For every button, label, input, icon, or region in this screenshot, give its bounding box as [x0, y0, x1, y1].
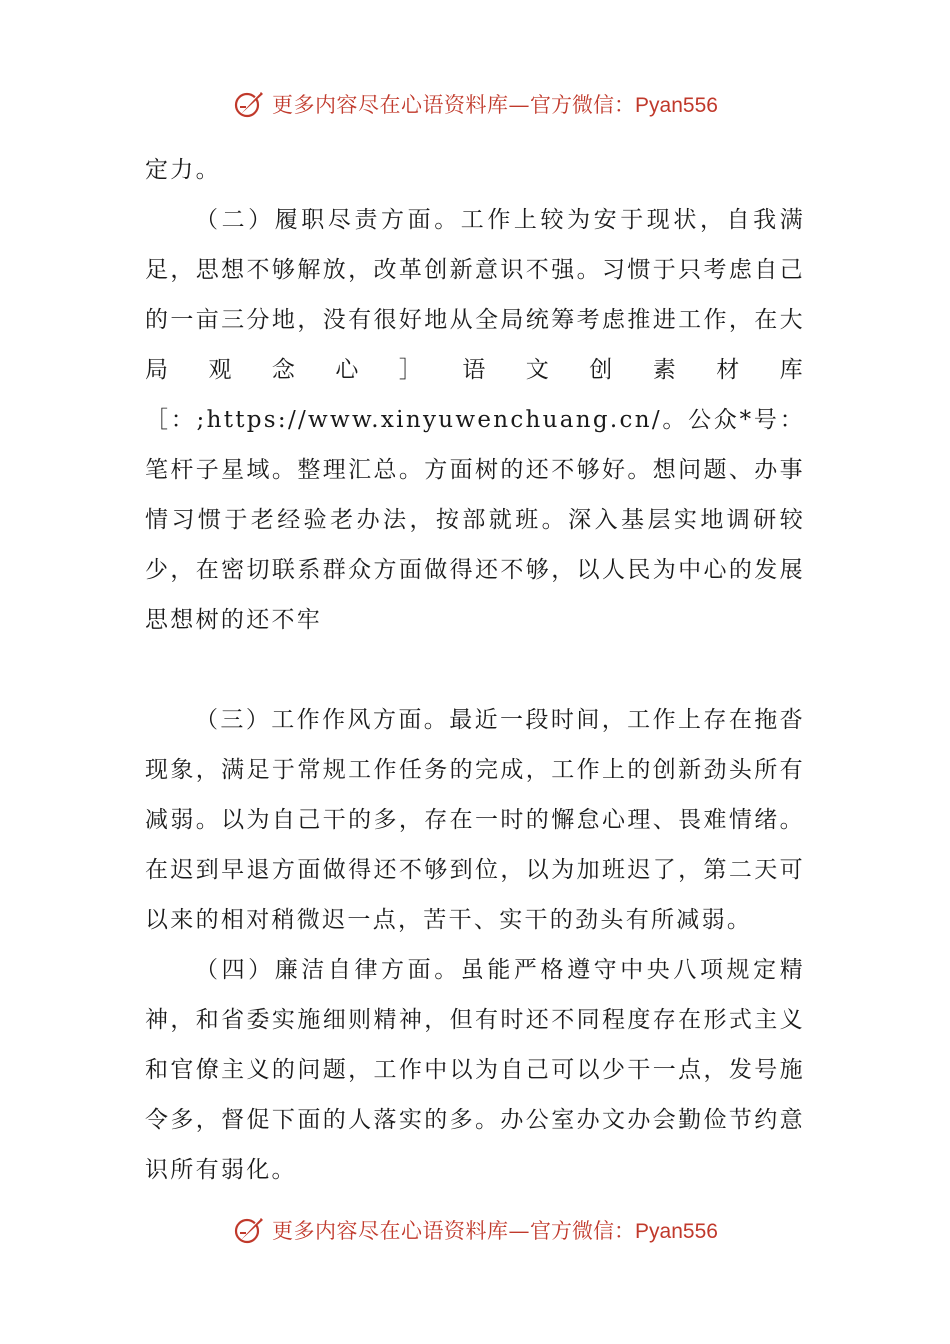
paragraph-gap [145, 645, 805, 695]
quill-logo-icon [232, 87, 266, 121]
quill-logo-icon [232, 1213, 266, 1247]
banner-wechat-id: Pyan556 [635, 1220, 718, 1243]
banner-label: 官方微信： [530, 1219, 636, 1243]
paragraph-integrity: （四）廉洁自律方面。虽能严格遵守中央八项规定精神，和省委实施细则精神，但有时还不同程度存在形式主义和官僚主义的问题，工作中以为自己可以少干一点，发号施令多，督促下面的人落实的多。办公室办文办会勤俭节约意识所有弱化。 [145, 957, 805, 1183]
document-body [145, 145, 805, 1195]
banner-label: 官方微信： [530, 93, 636, 117]
banner-contact [530, 89, 718, 119]
paragraph-work-style: （三）工作作风方面。最近一段时间，工作上存在拖沓现象，满足于常规工作任务的完成，工作上的创新劲头所有减弱。以为自己干的多，存在一时的懈怠心理、畏难情绪。在迟到早退方面做得还不够到位，以为加班迟了，第二天可以来的相对稍微迟一点，苦干、实干的劲头有所减弱。 [145, 707, 805, 933]
banner-contact [530, 1215, 718, 1245]
banner-wechat-id: Pyan556 [635, 94, 718, 117]
banner-text: 更多内容尽在心语资料库— [272, 1219, 531, 1243]
banner-text: 更多内容尽在心语资料库— [272, 93, 531, 117]
paragraph-continuation: 定力。 [145, 157, 221, 183]
paragraph-duty: （二）履职尽责方面。工作上较为安于现状，自我满足，思想不够解放，改革创新意识不强。习惯于只考虑自己的一亩三分地，没有很好地从全局统筹考虑推进工作，在大局观念心］语文创素材库［：;https://www.xinyuwenchuang.cn/。公众*号：笔杆子星域。整理汇总。方面树的还不够好。想问题、办事情习惯于老经验老办法，按部就班。深入基层实地调研较少，在密切联系群众方面做得还不够，以人民为中心的发展思想树的还不牢 [145, 207, 805, 633]
header-banner [0, 84, 950, 124]
footer-banner [0, 1210, 950, 1250]
